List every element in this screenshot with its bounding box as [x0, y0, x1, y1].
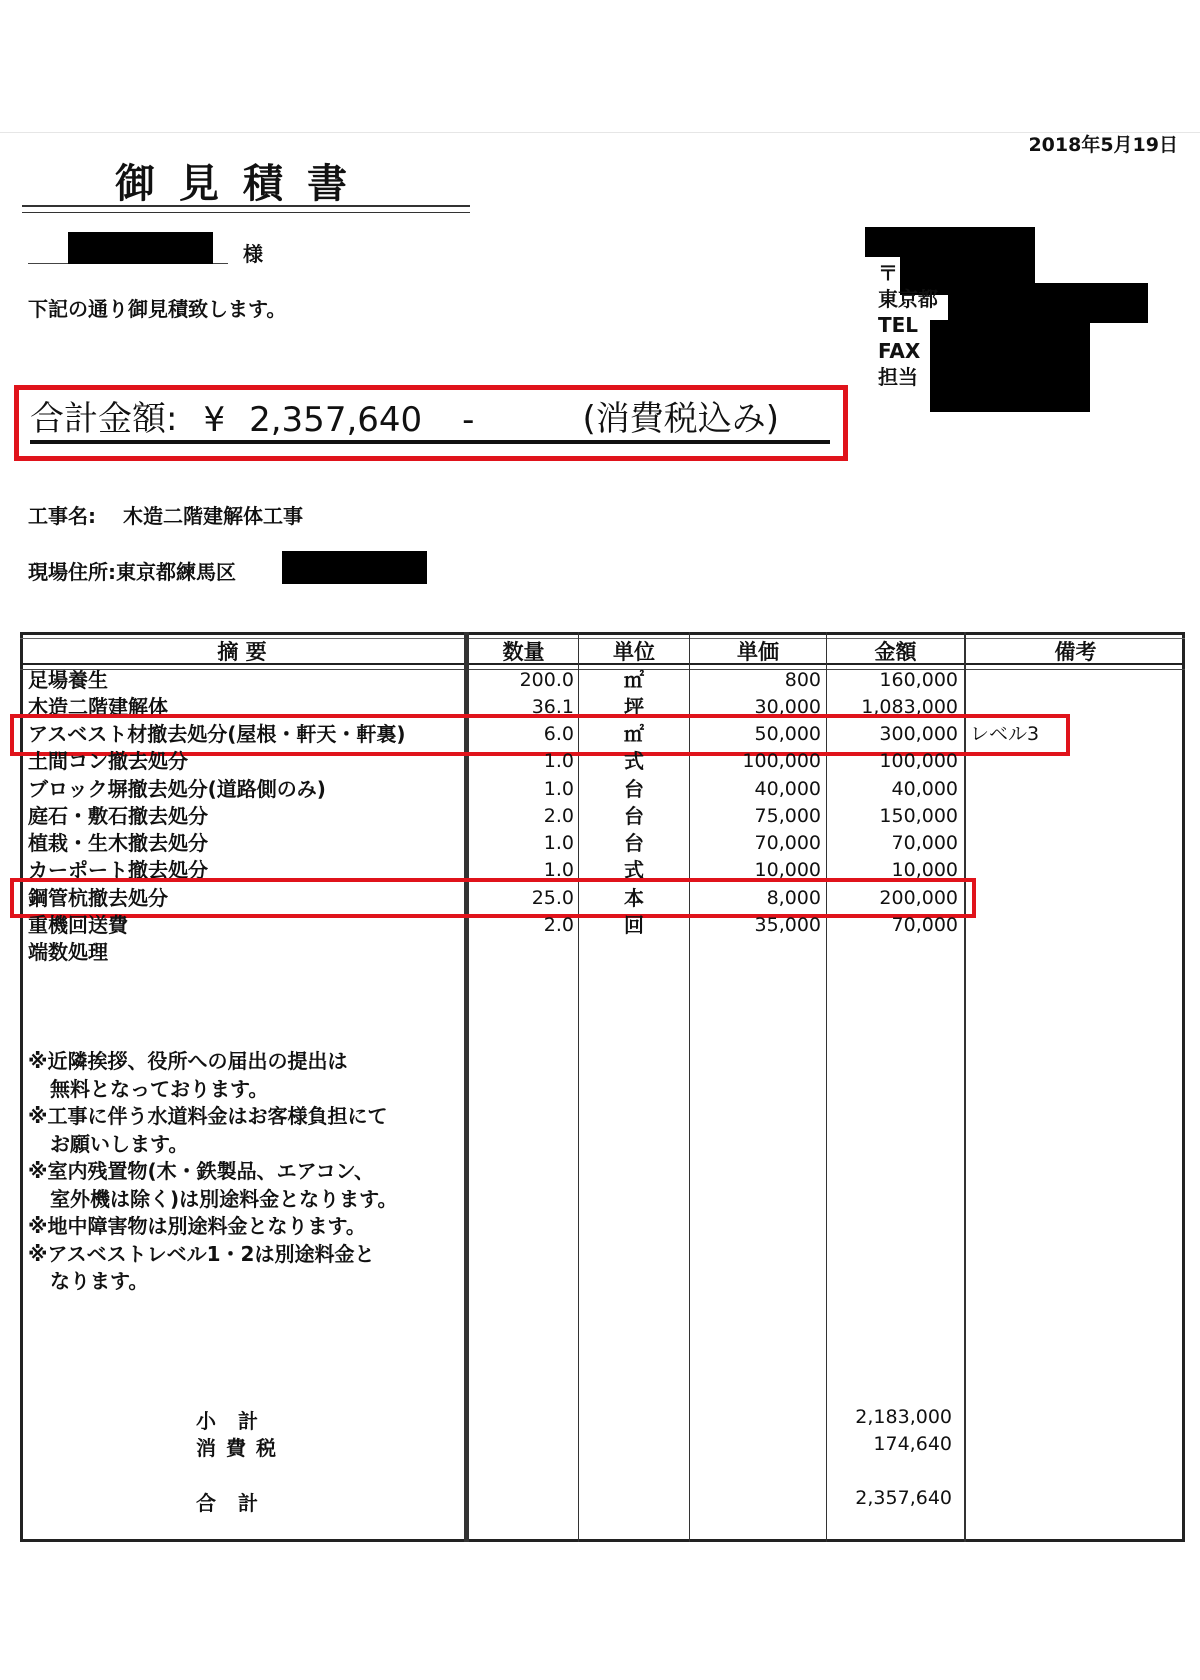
row-amount: 150,000: [879, 805, 958, 827]
row-unit-price: 8,000: [766, 887, 821, 909]
header-amount: 金額: [874, 640, 917, 664]
note-line: ※地中障害物は別途料金となります。: [28, 1214, 366, 1238]
row-unit-price: 100,000: [742, 750, 821, 772]
row-amount: 100,000: [879, 750, 958, 772]
row-description: 足場養生: [28, 668, 108, 692]
page-top-edge: [0, 132, 1200, 133]
note-line: ※工事に伴う水道料金はお客様負担にて: [28, 1104, 388, 1128]
row-unit: 台: [624, 804, 644, 828]
tax-value: 174,640: [873, 1433, 952, 1455]
header-unit-price: 単価: [737, 640, 779, 664]
row-description: 木造二階建解体: [28, 695, 168, 719]
project-name-label: 工事名:: [28, 504, 96, 528]
project-name-row: [28, 500, 303, 529]
row-unit: 本: [624, 886, 644, 910]
row-description: 植栽・生木撤去処分: [28, 831, 208, 855]
header-remarks: 備考: [1054, 640, 1097, 664]
row-quantity: 1.0: [543, 859, 574, 881]
row-quantity: 2.0: [543, 914, 574, 936]
row-unit: 式: [624, 858, 644, 882]
company-labels: [878, 260, 938, 390]
fax-label: FAX: [878, 339, 921, 363]
total-amount-value: 2,357,640: [249, 400, 423, 440]
row-quantity: 200.0: [519, 669, 574, 691]
row-amount: 1,083,000: [861, 696, 958, 718]
note-line: ※アスベストレベル1・2は別途料金と: [28, 1241, 375, 1266]
note-line: なります。: [50, 1269, 149, 1293]
total-label: 合計金額:: [30, 399, 178, 439]
contact-label: 担当: [878, 365, 918, 389]
row-unit: 台: [624, 831, 644, 855]
row-unit-price: 70,000: [754, 832, 821, 854]
row-unit-price: 35,000: [754, 914, 821, 936]
row-unit: ㎡: [624, 668, 644, 692]
row-description: カーポート撤去処分: [28, 858, 208, 882]
row-amount: 40,000: [891, 778, 958, 800]
row-unit: 坪: [624, 695, 644, 719]
redacted-addressee: [68, 232, 213, 264]
row-unit-price: 30,000: [754, 696, 821, 718]
row-description: ブロック塀撤去処分(道路側のみ): [28, 777, 326, 801]
row-quantity: 1.0: [543, 832, 574, 854]
row-description: 土間コン撤去処分: [28, 749, 188, 773]
header-quantity: 数量: [502, 640, 545, 664]
document-title: 御見積書: [115, 160, 371, 207]
row-quantity: 36.1: [531, 696, 574, 718]
tax-included-note: (消費税込み): [582, 399, 779, 439]
row-unit-price: 10,000: [754, 859, 821, 881]
row-unit-price: 75,000: [754, 805, 821, 827]
tel-label: TEL: [878, 313, 919, 337]
row-amount: 70,000: [891, 832, 958, 854]
row-amount: 200,000: [879, 887, 958, 909]
note-line: お願いします。: [50, 1131, 189, 1156]
row-quantity: 2.0: [543, 805, 574, 827]
row-unit: 式: [624, 749, 644, 773]
total-amount-line: [30, 398, 830, 444]
redacted-company-name: [865, 227, 1035, 257]
row-unit-price: 40,000: [754, 778, 821, 800]
notes-block: [28, 1048, 398, 1296]
postal-mark: 〒: [878, 261, 898, 285]
header-unit: 単位: [613, 640, 655, 664]
row-description: アスベスト材撤去処分(屋根・軒天・軒裏): [28, 722, 406, 746]
site-address-row: [28, 556, 236, 585]
site-address-value: 東京都練馬区: [116, 560, 236, 584]
column-divider-amount: [964, 632, 966, 1542]
row-quantity: 25.0: [531, 887, 574, 909]
site-address-label: 現場住所:: [28, 560, 116, 584]
row-amount: 160,000: [879, 669, 958, 691]
row-amount: 300,000: [879, 723, 958, 745]
row-description: 庭石・敷石撤去処分: [28, 804, 208, 828]
total-dash: -: [462, 400, 475, 440]
row-unit: 台: [624, 777, 644, 801]
row-description: 重機回送費: [28, 913, 128, 937]
row-description: 端数処理: [28, 940, 108, 964]
row-unit: 回: [624, 913, 644, 937]
grand-total-value: 2,357,640: [855, 1487, 952, 1509]
note-line: 室外機は除く)は別途料金となります。: [50, 1186, 398, 1211]
row-quantity: 1.0: [543, 750, 574, 772]
row-quantity: 1.0: [543, 778, 574, 800]
redacted-contact-info: [930, 320, 1090, 412]
header-description: 摘 要: [217, 640, 267, 664]
note-line: ※近隣挨拶、役所への届出の提出は: [28, 1049, 348, 1073]
intro-text: 下記の通り御見積致します。: [28, 297, 287, 321]
note-line: ※室内残置物(木・鉄製品、エアコン、: [28, 1159, 374, 1183]
title-underline: [22, 205, 470, 213]
row-amount: 70,000: [891, 914, 958, 936]
addressee-honorific: 様: [243, 242, 263, 266]
row-unit-price: 800: [784, 669, 821, 691]
project-name-value: 木造二階建解体工事: [122, 504, 303, 528]
grand-total-label: 合計: [196, 1491, 280, 1515]
company-address-prefix: 東京都: [878, 287, 938, 311]
redacted-address: [948, 283, 1148, 323]
row-unit-price: 50,000: [754, 723, 821, 745]
note-line: 無料となっております。: [50, 1076, 269, 1101]
redacted-site-address: [282, 551, 427, 584]
row-remarks: レベル3: [970, 723, 1040, 745]
row-unit: ㎡: [624, 722, 644, 746]
subtotal-label: 小計: [196, 1409, 280, 1433]
row-amount: 10,000: [891, 859, 958, 881]
column-divider-description: [464, 632, 469, 1542]
tax-label: 消費税: [196, 1436, 286, 1460]
yen-symbol: ¥: [203, 400, 226, 440]
row-description: 鋼管杭撤去処分: [28, 886, 168, 910]
issue-date: 2018年5月19日: [1028, 134, 1178, 156]
subtotal-value: 2,183,000: [855, 1406, 952, 1428]
row-quantity: 6.0: [543, 723, 574, 745]
